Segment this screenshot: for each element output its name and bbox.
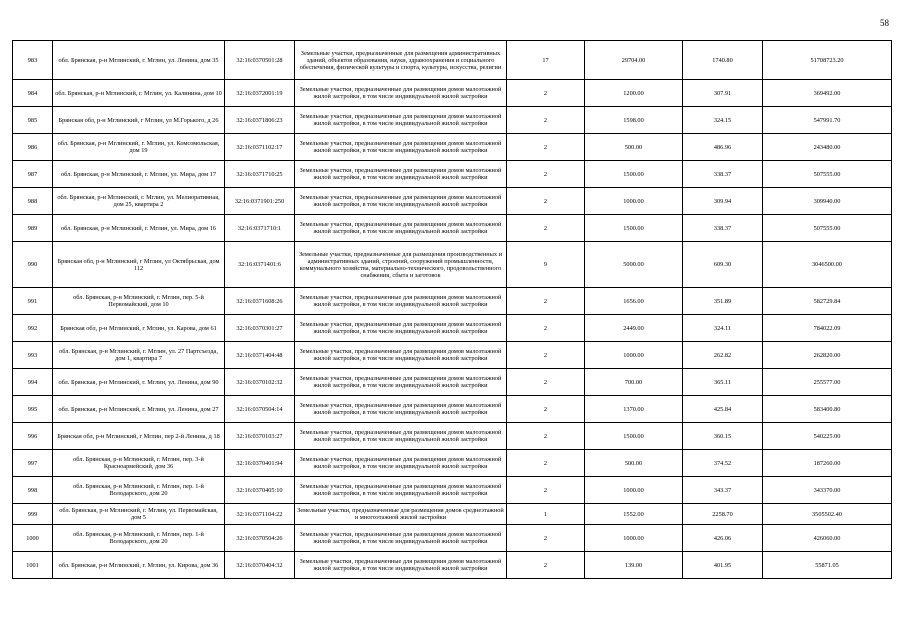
table-row [13,552,892,579]
area-cell: 5000.00 [585,242,683,288]
table-row [13,288,892,315]
area-cell: 500.00 [585,134,683,161]
row-number: 995 [13,396,53,423]
table-row [13,215,892,242]
group-number-cell: 2 [507,215,585,242]
group-number-cell: 2 [507,450,585,477]
cadastral-number-cell: 32:16:0370401:94 [225,450,295,477]
address-cell: обл. Брянская, р-н Мглинский, г. Мглин, ул. Комсомольская, дом 19 [53,134,225,161]
specific-value-cell: 1740.80 [683,41,763,80]
page-number: 58 [880,18,889,28]
address-cell: обл. Брянская, р-н Мглинский, г. Мглин, ул. 27 Партсъезда, дом 1, квартира 7 [53,342,225,369]
cadastral-number-cell: 32:16:0370404:32 [225,552,295,579]
specific-value-cell: 374.52 [683,450,763,477]
address-cell: обл. Брянская, р-н Мглинский, г. Мглин, пер. 1-й Володарского, дом 20 [53,525,225,552]
cadastral-number-cell: 32:16:0371806:23 [225,107,295,134]
row-number: 988 [13,188,53,215]
cadastral-value-cell: 262820.00 [763,342,892,369]
specific-value-cell: 307.91 [683,80,763,107]
specific-value-cell: 338.37 [683,161,763,188]
group-number-cell: 2 [507,396,585,423]
cadastral-value-cell: 507555.00 [763,215,892,242]
area-cell: 1552.00 [585,504,683,525]
area-cell: 700.00 [585,369,683,396]
table-row [13,107,892,134]
cadastral-number-cell: 32:16:0370405:10 [225,477,295,504]
land-use-cell: Земельные участки, предназначенные для размещения домов малоэтажной жилой застройки, в том числе индивидуальной жилой застройки [295,396,507,423]
address-cell: обл. Брянская, р-н Мглинский, г. Мглин, пер. 1-й Володарского, дом 20 [53,477,225,504]
table-row [13,525,892,552]
cadastral-value-cell: 3046500.00 [763,242,892,288]
row-number: 996 [13,423,53,450]
address-cell: обл. Брянская, р-н Мглинский, г. Мглин, ул. Кирова, дом 36 [53,552,225,579]
cadastral-value-cell: 426060.00 [763,525,892,552]
cadastral-value-cell: 55871.05 [763,552,892,579]
land-use-cell: Земельные участки, предназначенные для размещения домов малоэтажной жилой застройки, в том числе индивидуальной жилой застройки [295,188,507,215]
cadastral-number-cell: 32:16:0370103:27 [225,423,295,450]
area-cell: 1000.00 [585,188,683,215]
group-number-cell: 2 [507,188,585,215]
table-row [13,315,892,342]
area-cell: 1500.00 [585,161,683,188]
group-number-cell: 2 [507,288,585,315]
table-row [13,80,892,107]
land-use-cell: Земельные участки, предназначенные для размещения домов малоэтажной жилой застройки, в том числе индивидуальной жилой застройки [295,423,507,450]
specific-value-cell: 309.94 [683,188,763,215]
land-use-cell: Земельные участки, предназначенные для размещения административных зданий, объектов образования, науки, здравоохранения и социального обеспечения, физической культуры и спорта, культуры, искусства, религии [295,41,507,80]
group-number-cell: 2 [507,369,585,396]
area-cell: 1598.00 [585,107,683,134]
table-row [13,242,892,288]
row-number: 994 [13,369,53,396]
address-cell: обл. Брянская, р-н Мглинский, г. Мглин, ул. Мелиоративная, дом 25, квартира 2 [53,188,225,215]
land-use-cell: Земельные участки, предназначенные для размещения домов малоэтажной жилой застройки, в том числе индивидуальной жилой застройки [295,342,507,369]
area-cell: 2449.00 [585,315,683,342]
row-number: 991 [13,288,53,315]
land-use-cell: Земельные участки, предназначенные для размещения домов среднеэтажной и многоэтажной жилой застройки [295,504,507,525]
land-use-cell: Земельные участки, предназначенные для размещения домов малоэтажной жилой застройки, в том числе индивидуальной жилой застройки [295,477,507,504]
group-number-cell: 9 [507,242,585,288]
row-number: 990 [13,242,53,288]
group-number-cell: 1 [507,504,585,525]
address-cell: обл. Брянская, р-н Мглинский, г. Мглин, ул. Ленина, дом 90 [53,369,225,396]
cadastral-number-cell: 32:16:0370102:32 [225,369,295,396]
cadastral-value-cell: 187260.00 [763,450,892,477]
row-number: 986 [13,134,53,161]
specific-value-cell: 486.96 [683,134,763,161]
area-cell: 1500.00 [585,423,683,450]
group-number-cell: 2 [507,134,585,161]
row-number: 1000 [13,525,53,552]
area-cell: 29704.00 [585,41,683,80]
row-number: 989 [13,215,53,242]
cadastral-number-cell: 32:16:0371102:17 [225,134,295,161]
table-row [13,396,892,423]
cadastral-number-cell: 32:16:0371710:25 [225,161,295,188]
table-row [13,161,892,188]
specific-value-cell: 401.95 [683,552,763,579]
land-use-cell: Земельные участки, предназначенные для размещения домов малоэтажной жилой застройки, в том числе индивидуальной жилой застройки [295,107,507,134]
address-cell: обл. Брянская, р-н Мглинский, г. Мглин, ул. Ленина, дом 35 [53,41,225,80]
land-use-cell: Земельные участки, предназначенные для размещения домов малоэтажной жилой застройки, в том числе индивидуальной жилой застройки [295,288,507,315]
cadastral-number-cell: 32:16:0371401:6 [225,242,295,288]
cadastral-value-cell: 540225.00 [763,423,892,450]
cadastral-value-cell: 309940.00 [763,188,892,215]
table-row [13,369,892,396]
group-number-cell: 2 [507,342,585,369]
table-body [13,41,892,579]
group-number-cell: 2 [507,552,585,579]
row-number: 993 [13,342,53,369]
cadastral-value-cell: 582729.84 [763,288,892,315]
area-cell: 1200.00 [585,80,683,107]
area-cell: 1000.00 [585,477,683,504]
specific-value-cell: 426.06 [683,525,763,552]
address-cell: Брянская обл, р-н Мглинский, г Мглин, пер 2-й Ленина, д 18 [53,423,225,450]
address-cell: Брянская обл, р-н Мглинский, г Мглин, ул. Карова, дом 61 [53,315,225,342]
row-number: 999 [13,504,53,525]
cadastral-value-cell: 3505502.40 [763,504,892,525]
cadastral-number-cell: 32:16:0370504:26 [225,525,295,552]
group-number-cell: 17 [507,41,585,80]
cadastral-value-cell: 547991.70 [763,107,892,134]
area-cell: 500.00 [585,450,683,477]
area-cell: 1500.00 [585,215,683,242]
land-use-cell: Земельные участки, предназначенные для размещения домов малоэтажной жилой застройки, в том числе индивидуальной жилой застройки [295,525,507,552]
row-number: 1001 [13,552,53,579]
cadastral-number-cell: 32:16:0370504:14 [225,396,295,423]
land-use-cell: Земельные участки, предназначенные для размещения домов малоэтажной жилой застройки, в том числе индивидуальной жилой застройки [295,215,507,242]
cadastral-value-cell: 583400.80 [763,396,892,423]
area-cell: 139.00 [585,552,683,579]
cadastral-number-cell: 32:16:0371608:26 [225,288,295,315]
cadastral-value-cell: 51708723.20 [763,41,892,80]
cadastral-value-cell: 507555.00 [763,161,892,188]
land-use-cell: Земельные участки, предназначенные для размещения домов малоэтажной жилой застройки, в том числе индивидуальной жилой застройки [295,80,507,107]
address-cell: обл. Брянская, р-н Мглинский, г. Мглин, пер. 3-й Красноармейский, дом 36 [53,450,225,477]
cadastral-value-cell: 343370.00 [763,477,892,504]
land-use-cell: Земельные участки, предназначенные для размещения домов малоэтажной жилой застройки, в том числе индивидуальной жилой застройки [295,552,507,579]
land-use-cell: Земельные участки, предназначенные для размещения домов малоэтажной жилой застройки, в том числе индивидуальной жилой застройки [295,315,507,342]
land-use-cell: Земельные участки, предназначенные для размещения домов малоэтажной жилой застройки, в том числе индивидуальной жилой застройки [295,134,507,161]
group-number-cell: 2 [507,423,585,450]
address-cell: Брянская обл, р-н Мглинский, г Мглин, ул Октябрьская, дом 112 [53,242,225,288]
cadastral-number-cell: 32:16:0370301:27 [225,315,295,342]
specific-value-cell: 365.11 [683,369,763,396]
specific-value-cell: 609.30 [683,242,763,288]
address-cell: обл. Брянская, р-н Мглинский, г. Мглин, ул. Мира, дом 17 [53,161,225,188]
group-number-cell: 2 [507,161,585,188]
row-number: 998 [13,477,53,504]
table-row [13,342,892,369]
table-row [13,504,892,525]
cadastral-value-cell: 369492.00 [763,80,892,107]
specific-value-cell: 262.82 [683,342,763,369]
table-row [13,477,892,504]
land-use-cell: Земельные участки, предназначенные для размещения домов малоэтажной жилой застройки, в том числе индивидуальной жилой застройки [295,450,507,477]
area-cell: 1000.00 [585,342,683,369]
cadastral-number-cell: 32:16:0371901:250 [225,188,295,215]
address-cell: обл. Брянская, р-н Мглинский, г. Мглин, ул. Ленина, дом 27 [53,396,225,423]
cadastral-number-cell: 32:16:0371104:22 [225,504,295,525]
row-number: 983 [13,41,53,80]
cadastral-value-cell: 243480.00 [763,134,892,161]
group-number-cell: 2 [507,315,585,342]
address-cell: Брянская обл, р-н Мглинский, г Мглин, ул М.Горького, д 26 [53,107,225,134]
row-number: 984 [13,80,53,107]
specific-value-cell: 324.11 [683,315,763,342]
table-row [13,134,892,161]
table-row [13,41,892,80]
cadastral-number-cell: 32:16:0371404:48 [225,342,295,369]
address-cell: обл. Брянская, р-н Мглинский, г. Мглин, ул. Мира, дом 16 [53,215,225,242]
group-number-cell: 2 [507,80,585,107]
specific-value-cell: 2258.70 [683,504,763,525]
row-number: 997 [13,450,53,477]
land-use-cell: Земельные участки, предназначенные для размещения производственных и административных зданий, строений, сооружений промышленности, коммунального хозяйства, материально-технического, продовольственного снабжения, сбыта и заготовок [295,242,507,288]
group-number-cell: 2 [507,525,585,552]
cadastral-value-cell: 784022.09 [763,315,892,342]
cadastral-value-table [12,40,892,579]
table-row [13,450,892,477]
row-number: 987 [13,161,53,188]
cadastral-number-cell: 32:16:0370501:28 [225,41,295,80]
cadastral-value-cell: 255577.00 [763,369,892,396]
area-cell: 1656.00 [585,288,683,315]
table-row [13,423,892,450]
specific-value-cell: 360.15 [683,423,763,450]
cadastral-number-cell: 32:16:0371710:1 [225,215,295,242]
area-cell: 1000.00 [585,525,683,552]
address-cell: обл. Брянская, р-н Мглинский, г. Мглин, ул. Калинина, дом 10 [53,80,225,107]
specific-value-cell: 338.37 [683,215,763,242]
address-cell: обл. Брянская, р-н Мглинский, г. Мглин, ул. Первомайская, дом 5 [53,504,225,525]
cadastral-number-cell: 32:16:0372001:19 [225,80,295,107]
address-cell: обл. Брянская, р-н Мглинский, г. Мглин, пер. 5-й Первомайский, дом 10 [53,288,225,315]
specific-value-cell: 351.89 [683,288,763,315]
area-cell: 1370.00 [585,396,683,423]
land-use-cell: Земельные участки, предназначенные для размещения домов малоэтажной жилой застройки, в том числе индивидуальной жилой застройки [295,369,507,396]
specific-value-cell: 425.84 [683,396,763,423]
table-row [13,188,892,215]
row-number: 985 [13,107,53,134]
row-number: 992 [13,315,53,342]
specific-value-cell: 343.37 [683,477,763,504]
group-number-cell: 2 [507,107,585,134]
group-number-cell: 2 [507,477,585,504]
specific-value-cell: 324.15 [683,107,763,134]
land-use-cell: Земельные участки, предназначенные для размещения домов малоэтажной жилой застройки, в том числе индивидуальной жилой застройки [295,161,507,188]
